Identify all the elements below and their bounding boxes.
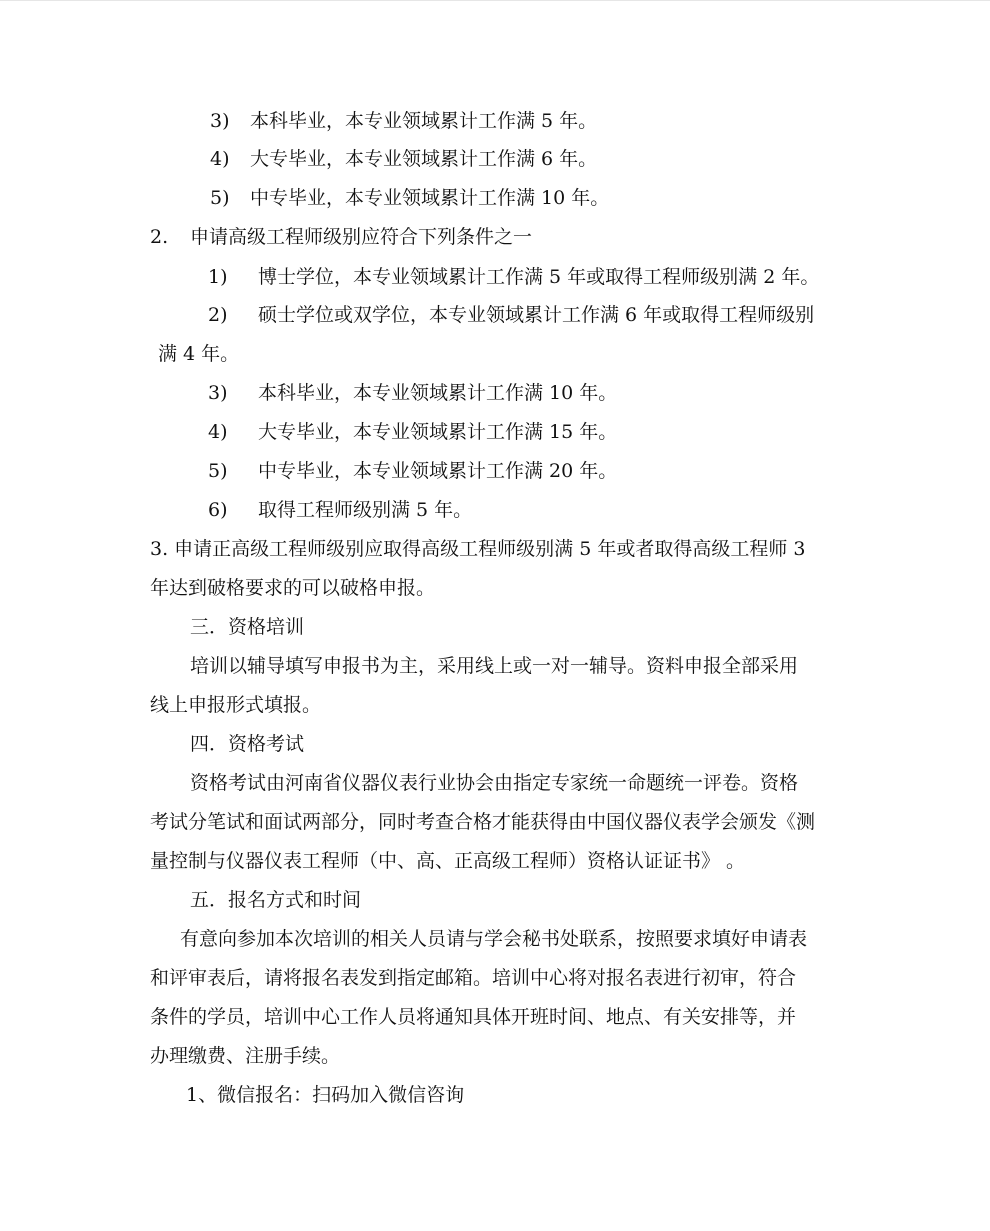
paragraph-line: 3. 申请正高级工程师级别应取得高级工程师级别满 5 年或者取得高级工程师 3 [150,538,806,560]
list-number: 4) [208,421,228,443]
section-heading: 三．资格培训 [190,616,305,638]
paragraph-line: 线上申报形式填报。 [150,694,322,716]
list-number: 3) [208,382,228,404]
list-text: 博士学位，本专业领域累计工作满 5 年或取得工程师级别满 2 年。 [258,266,820,288]
list-number: 1) [208,266,228,288]
page-top-border [0,0,990,1]
list-number: 6) [208,499,228,521]
paragraph-line: 量控制与仪器仪表工程师（中、高、正高级工程师）资格认证证书》 。 [150,850,746,872]
list-item [210,108,597,134]
paragraph-line: 办理缴费、注册手续。 [150,1045,341,1067]
list-number: 5) [208,460,228,482]
paragraph-line: 有意向参加本次培训的相关人员请与学会秘书处联系，按照要求填好申请表 [180,928,808,950]
section-heading: 四．资格考试 [190,733,305,755]
paragraph-line: 考试分笔试和面试两部分，同时考查合格才能获得由中国仪器仪表学会颁发《测 [150,811,816,833]
list-number: 3) [210,110,230,132]
list-item [208,497,472,523]
paragraph-line: 培训以辅导填写申报书为主，采用线上或一对一辅导。资料申报全部采用 [190,655,799,677]
list-text: 取得工程师级别满 5 年。 [258,499,473,521]
list-item [208,264,819,290]
list-number: 2. [150,226,169,248]
list-text: 本科毕业，本专业领域累计工作满 5 年。 [250,110,598,132]
list-item [208,380,617,406]
list-item [210,185,609,211]
list-number: 5) [210,187,230,209]
list-item [208,458,617,484]
list-number: 4) [210,148,230,170]
section-heading: 五．报名方式和时间 [190,889,362,911]
list-item [208,302,814,328]
list-text: 大专毕业，本专业领域累计工作满 6 年。 [250,148,598,170]
list-number: 2) [208,304,228,326]
paragraph-line: 1、微信报名：扫码加入微信咨询 [186,1084,465,1106]
list-text: 硕士学位或双学位，本专业领域累计工作满 6 年或取得工程师级别 [258,304,815,326]
list-text: 申请高级工程师级别应符合下列条件之一 [190,226,533,248]
paragraph-line: 资格考试由河南省仪器仪表行业协会由指定专家统一命题统一评卷。资格 [190,772,799,794]
paragraph-line: 条件的学员，培训中心工作人员将通知具体开班时间、地点、有关安排等，并 [150,1006,797,1028]
paragraph-line: 满 4 年。 [158,343,240,365]
paragraph-line: 年达到破格要求的可以破格申报。 [150,577,436,599]
list-item [150,224,532,250]
list-item [210,146,597,172]
list-text: 中专毕业，本专业领域累计工作满 10 年。 [250,187,610,209]
paragraph-line: 和评审表后，请将报名表发到指定邮箱。培训中心将对报名表进行初审，符合 [150,967,797,989]
list-item [208,419,617,445]
list-text: 中专毕业，本专业领域累计工作满 20 年。 [258,460,618,482]
list-text: 大专毕业，本专业领域累计工作满 15 年。 [258,421,618,443]
list-text: 本科毕业，本专业领域累计工作满 10 年。 [258,382,618,404]
